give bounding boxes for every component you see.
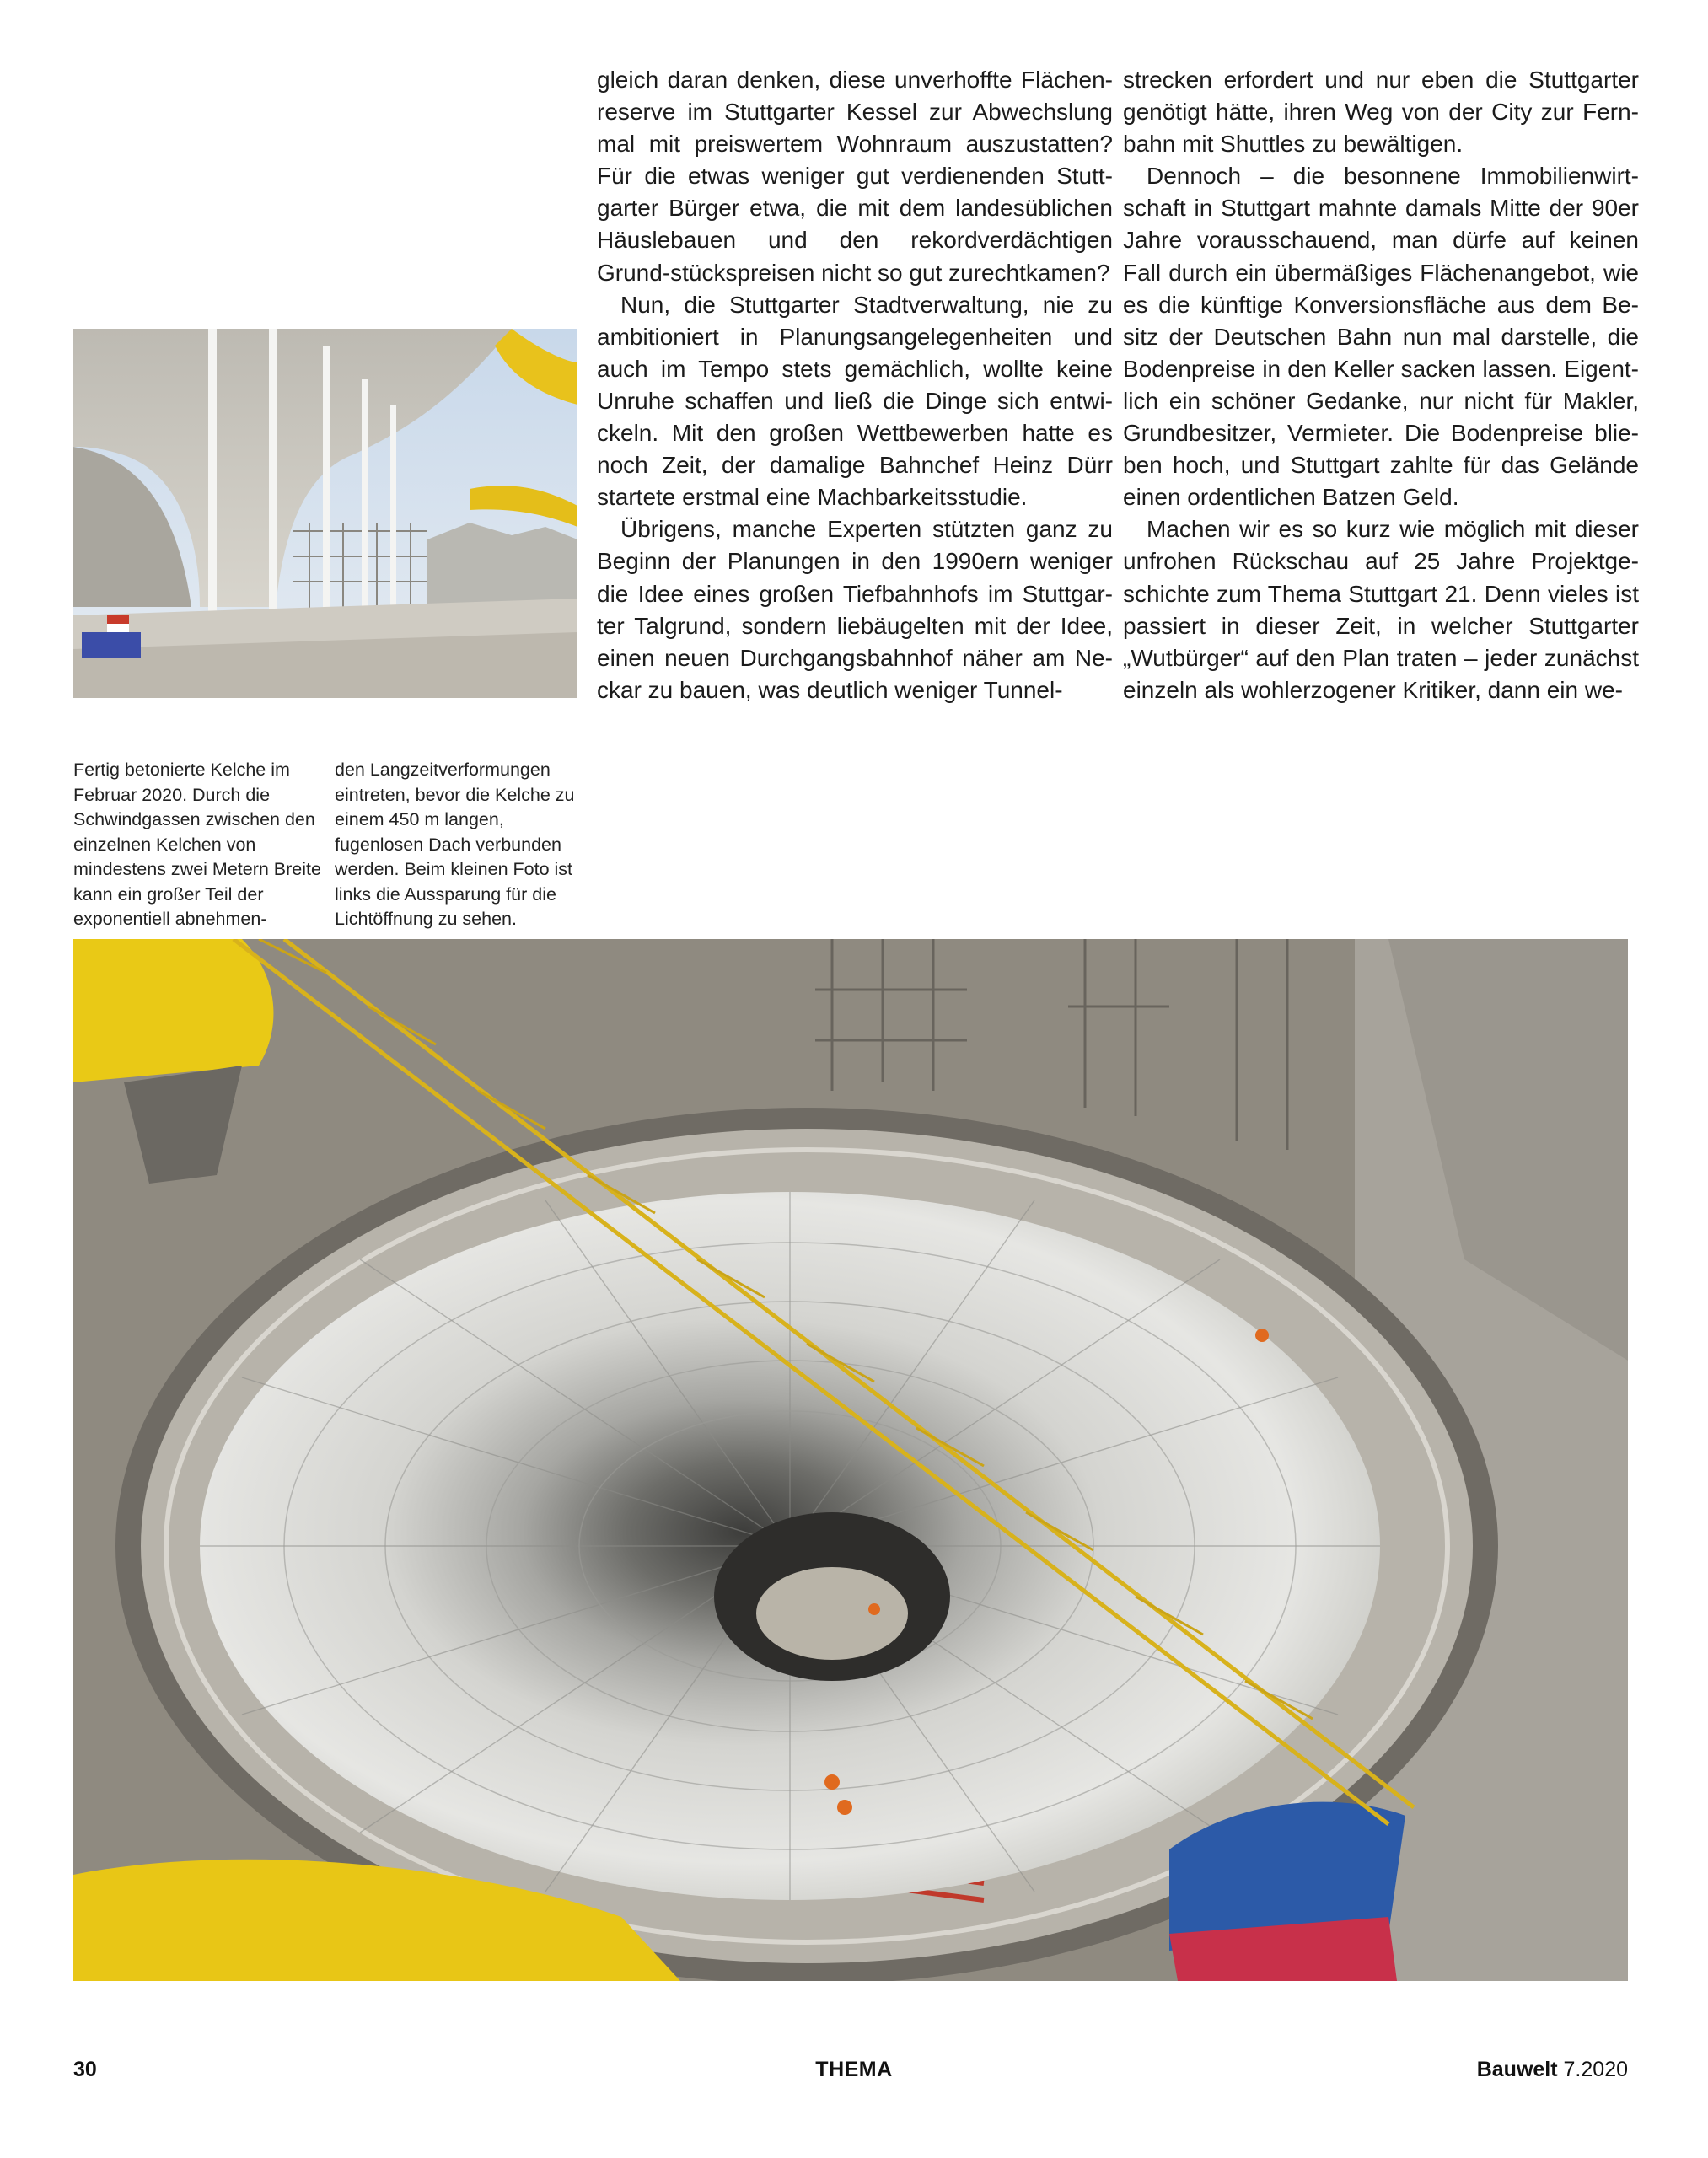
section-label: THEMA (815, 2058, 893, 2081)
article-paragraph: Übrigens, manche Experten stützten ganz zu Beginn der Planungen in den 1990ern weniger die Idee eines großen Tiefbahnhofs im Stuttgar-ter Talgrund, sondern liebäugelten mit der Idee, einen neuen Durchgangsbahnhof näher am Ne-ckar zu bauen, was deutlich weniger Tunnel- (597, 516, 1113, 703)
photo-chalice-interior (73, 329, 577, 698)
photo-chalice-aerial-image (73, 939, 1628, 1981)
issue-label (1477, 2058, 1628, 2082)
article-paragraph: strecken erfordert und nur eben die Stuttgarter genötigt hätte, ihren Weg von der City zur Fern-bahn mit Shuttles zu bewältigen. (1123, 67, 1639, 158)
article-paragraph: Nun, die Stuttgarter Stadtverwaltung, nie zu ambitioniert in Planungsangelegenheiten und auch im Tempo stets gemächlich, wollte keine Unruhe schaffen und ließ die Dinge sich entwi-ckeln. Mit den großen Wettbewerben hatte es noch Zeit, der damalige Bahnchef Heinz Dürr startete erstmal eine Machbarkeitsstudie. (597, 291, 1113, 511)
photo-caption-part-1: Fertig betonierte Kelche im Februar 2020. Durch die Schwindgassen zwischen den einzelnen Kelchen von mindestens zwei Metern Breite kann ein großer Teil der exponentiell abnehmen- (73, 760, 321, 929)
article-paragraph: gleich daran denken, diese unverhoffte Flächen-reserve im Stuttgarter Kessel zur Abwechslung mal mit preiswertem Wohnraum auszustatten? Für die etwas weniger gut verdienenden Stutt-garter Bürger etwa, die mit dem landesüblichen Häuslebauen und den rekordverdächtigen Grund-stückspreisen nicht so gut zurechtkamen? (597, 67, 1113, 286)
article-column-middle (597, 64, 1113, 706)
magazine-name: Bauwelt (1476, 2058, 1558, 2081)
issue-number: 7.2020 (1563, 2058, 1628, 2081)
article-paragraph: Dennoch – die besonnene Immobilienwirt-schaft in Stuttgart mahnte damals Mitte der 90er Jahre vorausschauend, man dürfe auf keinen Fall durch ein übermäßiges Flächenangebot, wie es die künftige Konversionsfläche aus dem Be-sitz der Deutschen Bahn nun mal darstelle, die Bodenpreise in den Keller sacken lassen. Eigent-lich ein schöner Gedanke, nur nicht für Makler, Grundbesitzer, Vermieter. Die Bodenpreise blie-ben hoch, und Stuttgart zahlte für das Gelände einen ordentlichen Batzen Geld. (1123, 163, 1639, 511)
article-column-right (1123, 64, 1639, 706)
page-number: 30 (73, 2058, 97, 2081)
photo-caption-part-2: den Langzeitverformungen eintreten, bevor die Kelche zu einem 450 m langen, fugenlosen Dach verbunden werden. Beim kleinen Foto ist links die Aussparung für die Lichtöffnung zu sehen. (335, 760, 575, 929)
photo-chalice-aerial (73, 939, 1628, 1981)
article-paragraph: Machen wir es so kurz wie möglich mit dieser unfrohen Rückschau auf 25 Jahre Projektge-schichte zum Thema Stuttgart 21. Denn vieles ist passiert in dieser Zeit, in welcher Stuttgarter „Wutbürger“ auf den Plan traten – jeder zunächst einzeln als wohlerzogener Kritiker, dann ein we- (1123, 516, 1639, 703)
photo-chalice-interior-image (73, 329, 577, 698)
